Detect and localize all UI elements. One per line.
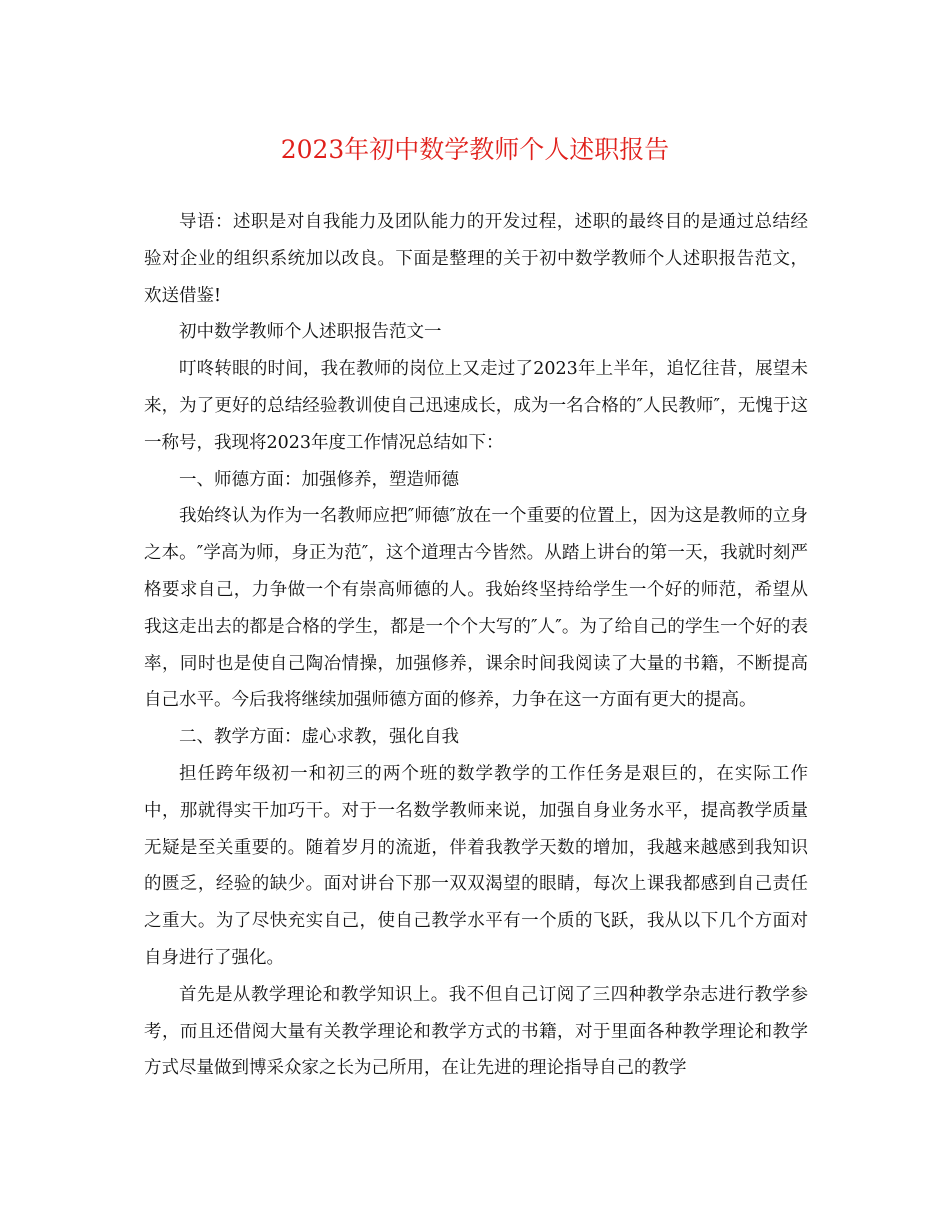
section-heading-ethics: 一、师德方面：加强修养，塑造师德 xyxy=(179,469,459,490)
section-heading-teaching: 二、教学方面：虚心求教，强化自我 xyxy=(179,727,459,748)
paragraph-theory: 首先是从教学理论和教学知识上。我不但自己订阅了三四种教学杂志进行教学参考，而且还借阅大量有关教学理论和教学方式的书籍，对于里面各种教学理论和教学方式尽量做到博采众家之长为己所用，在让先进的理论指导自己的教学 xyxy=(144,984,808,1079)
intro-paragraph: 导语：述职是对自我能力及团队能力的开发过程，述职的最终目的是通过总结经验对企业的组织系统加以改良。下面是整理的关于初中数学教师个人述职报告范文，欢送借鉴! xyxy=(144,212,808,306)
paragraph-ethics: 我始终认为作为一名教师应把″师德″放在一个重要的位置上，因为这是教师的立身之本。″学高为师，身正为范″，这个道理古今皆然。从踏上讲台的第一天，我就时刻严格要求自己，力争做一个有崇高师德的人。我始终坚持给学生一个好的师范，希望从我这走出去的都是合格的学生，都是一个个大写的″人″。为了给自己的学生一个好的表率，同时也是使自己陶冶情操，加强修养，课余时间我阅读了大量的书籍，不断提高自己水平。今后我将继续加强师德方面的修养，力争在这一方面有更大的提高。 xyxy=(144,506,808,711)
section-heading-sample-one: 初中数学教师个人述职报告范文一 xyxy=(179,322,442,343)
document-body xyxy=(144,204,808,1087)
paragraph-teaching: 担任跨年级初一和初三的两个班的数学教学的工作任务是艰巨的，在实际工作中，那就得实干加巧干。对于一名数学教师来说，加强自身业务水平，提高教学质量无疑是至关重要的。随着岁月的流逝，伴着我教学天数的增加，我越来越感到我知识的匮乏，经验的缺少。面对讲台下那一双双渴望的眼睛，每次上课我都感到自己责任之重大。为了尽快充实自己，使自己教学水平有一个质的飞跃，我从以下几个方面对自身进行了强化。 xyxy=(144,763,808,968)
document-title: 2023年初中数学教师个人述职报告 xyxy=(280,135,670,164)
paragraph-opening: 叮咚转眼的时间，我在教师的岗位上又走过了2023年上半年，追忆往昔，展望未来，为了更好的总结经验教训使自己迅速成长，成为一名合格的″人民教师″，无愧于这一称号，我现将2023年度工作情况总结如下： xyxy=(144,359,808,453)
